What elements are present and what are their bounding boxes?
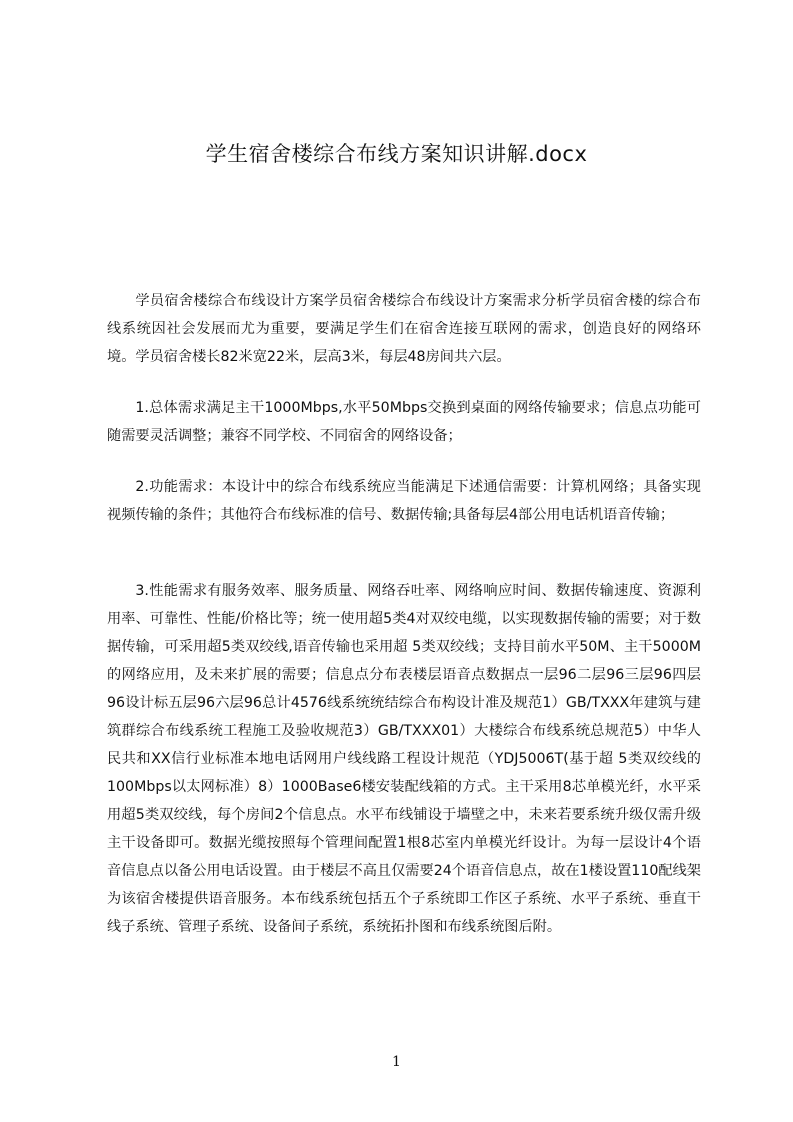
paragraph-intro: 学员宿舍楼综合布线设计方案学员宿舍楼综合布线设计方案需求分析学员宿舍楼的综合布线系统因社会发展而尤为重要，要满足学生们在宿舍连接互联网的需求，创造良好的网络环境。学员宿舍楼长82米宽22米，层高3米，每层48房间共六层。 [107,293,701,365]
paragraph-performance-requirements: 3.性能需求有服务效率、服务质量、网络吞吐率、网络响应时间、数据传输速度、资源利用率、可靠性、性能/价格比等；统一使用超5类4对双绞电缆，以实现数据传输的需要；对于数据传输，可采用超5类双绞线,语音传输也采用超 5类双绞线；支持目前水平50M、主干5000M的网络应用，及未来扩展的需要；信息点分布表楼层语音点数据点一层96二层96三层96四层96设计标五层96六层96总计4576线系统统结综合布构设计准及规范1）GB/TXXX年建筑与建筑群综合布线系统工程施工及验收规范3）GB/TXXX01）大楼综合布线系统总规范5）中华人民共和XX信行业标准本地电话网用户线线路工程设计规范（YDJ5006T(基于超 5类双绞线的100Mbps以太网标准）8）1000Base6楼安装配线箱的方式。主干采用8芯单模光纤，水平采用超5类双绞线，每个房间2个信息点。水平布线铺设于墙壁之中，未来若要系统升级仅需升级主干设备即可。数据光缆按照每个管理间配置1根8芯室内单模光纤设计。为每一层设计4个语音信息点以备公用电话设置。由于楼层不高且仅需要24个语音信息点，故在1楼设置110配线架为该宿舍楼提供语音服务。本布线系统包括五个子系统即工作区子系统、水平子系统、垂直干线子系统、管理子系统、设备间子系统，系统拓扑图和布线系统图后附。 [107,583,701,935]
page-number: 1 [392,1054,401,1070]
document-title: 学生宿舍楼综合布线方案知识讲解.docx [205,142,588,166]
paragraph-overall-requirements: 1.总体需求满足主干1000Mbps,水平50Mbps交换到桌面的网络传输要求；信息点功能可随需要灵活调整；兼容不同学校、不同宿舍的网络设备； [107,400,701,444]
paragraph-functional-requirements: 2.功能需求：本设计中的综合布线系统应当能满足下述通信需要：计算机网络；具备实现视频传输的条件；其他符合布线标准的信号、数据传输;具备每层4部公用电话机语音传输； [107,479,701,523]
